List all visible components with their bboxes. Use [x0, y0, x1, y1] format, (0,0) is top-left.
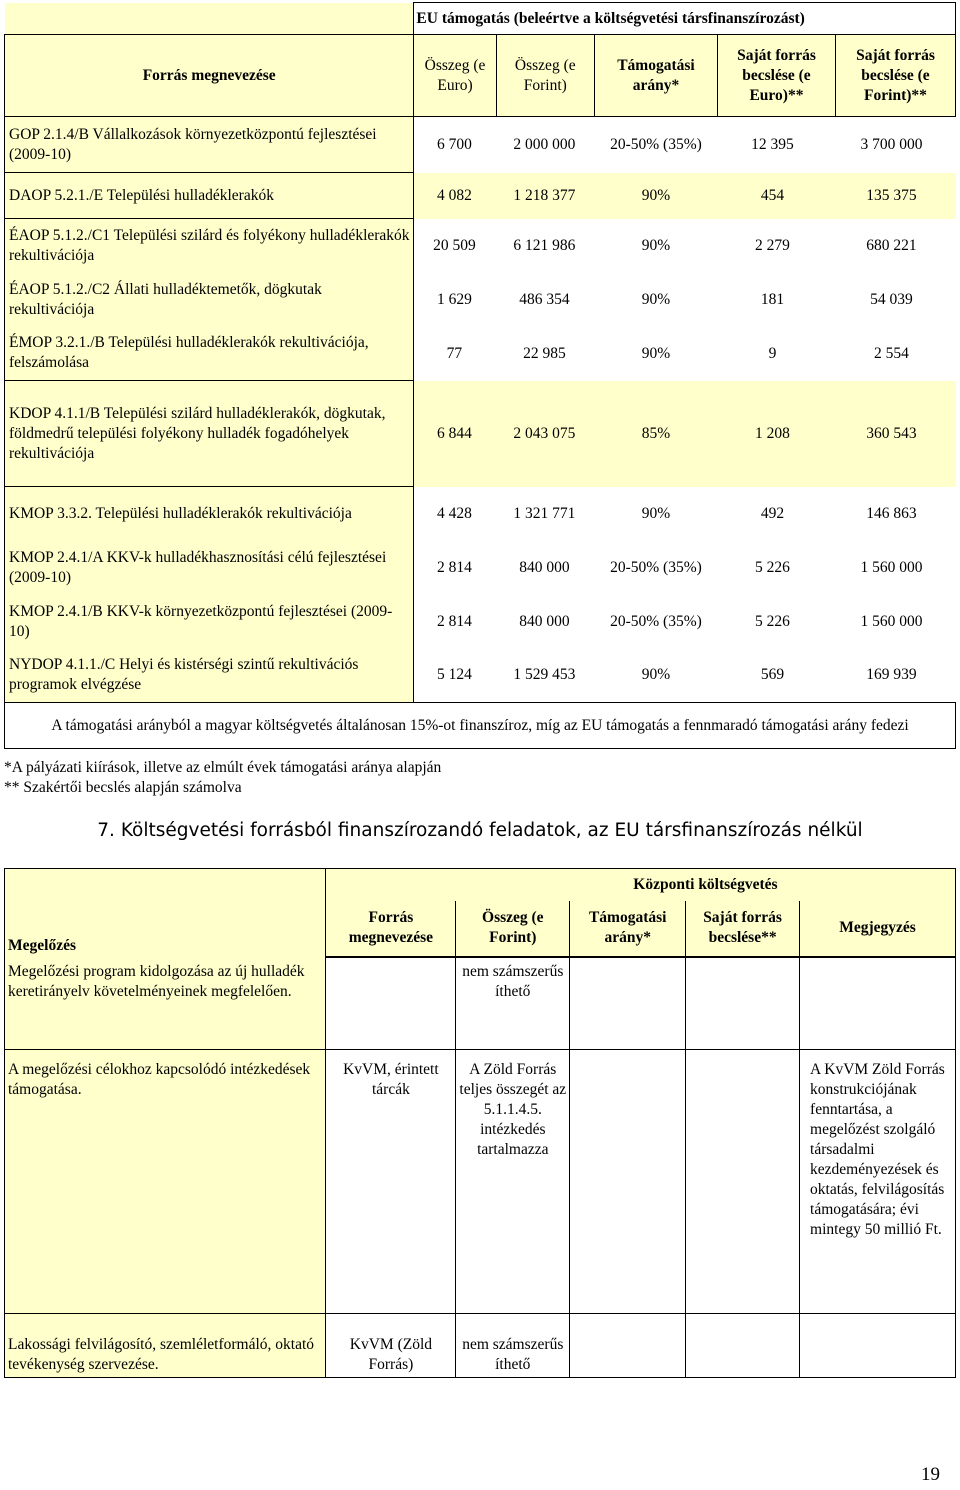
header-rate: Támogatási arány*: [570, 901, 686, 957]
header-own-huf: Saját forrás becslése (e Forint)**: [835, 35, 955, 117]
row-rate: 20-50% (35%): [610, 612, 702, 630]
row-own-huf: 3 700 000: [860, 135, 923, 153]
row-source: KvVM, érintett tárcák: [326, 1050, 456, 1314]
row-huf: 1 321 771: [513, 504, 576, 522]
group-title: Megelőzés: [8, 936, 76, 954]
row-huf: 2 000 000: [513, 135, 576, 153]
row-source: KvVM (Zöld Forrás): [326, 1314, 456, 1378]
table-footer-note: A támogatási arányból a magyar költségvetés általánosan 15%-ot finanszíroz, míg az EU támogatás a fennmaradó támogatási arány fedezi: [5, 703, 956, 749]
row-rate: 90%: [641, 504, 671, 522]
row-amount: nem számszerűs íthető: [456, 1314, 570, 1378]
row-amount: nem számszerűs íthető: [456, 958, 570, 1050]
table-row: [5, 117, 956, 173]
row-eur: 4 082: [436, 186, 472, 204]
header-amount: Összeg (e Forint): [456, 901, 570, 957]
row-rate: [570, 958, 686, 1050]
row-own-huf: 146 863: [866, 504, 917, 522]
row-eur: 2 814: [436, 558, 472, 576]
row-huf: 1 529 453: [513, 666, 576, 684]
row-huf: 840 000: [519, 558, 570, 576]
footnote: *A pályázati kiírások, illetve az elmúlt évek támogatási aránya alapján: [4, 759, 442, 776]
row-source: DAOP 5.2.1./E Települési hulladéklerakók: [5, 173, 414, 219]
header-own-eur: Saját forrás becslése (e Euro)**: [717, 35, 835, 117]
row-eur: 1 629: [436, 290, 472, 308]
row-rate: 20-50% (35%): [610, 558, 702, 576]
row-own-huf: 54 039: [870, 290, 913, 308]
row-source: NYDOP 4.1.1./C Helyi és kistérségi szintű rekultivációs programok elvégzése: [5, 649, 414, 703]
row-own-huf: 680 221: [866, 236, 917, 254]
row-note: [800, 958, 956, 1050]
row-eur: 6 844: [436, 424, 472, 442]
central-budget-table: [4, 868, 956, 1378]
central-budget-header: Központi költségvetés: [456, 869, 956, 901]
row-own-eur: 569: [760, 666, 785, 684]
row-huf: 6 121 986: [513, 236, 576, 254]
row-huf: 2 043 075: [513, 424, 576, 442]
table-row: [5, 173, 956, 219]
row-eur: 4 428: [436, 504, 472, 522]
table-row: [5, 1050, 956, 1314]
row-amount: A Zöld Forrás teljes összegét az 5.1.1.4.5. intézkedés tartalmazza: [456, 1050, 570, 1314]
row-own-eur: 2 279: [755, 236, 790, 254]
row-eur: 5 124: [436, 666, 472, 684]
row-task: Lakossági felvilágosító, szemléletformáló, oktató tevékenység szervezése.: [5, 1314, 326, 1378]
row-huf: 1 218 377: [513, 186, 576, 204]
row-source: KDOP 4.1.1/B Települési szilárd hulladéklerakók, dögkutak, földmedrű települési folyékony hulladék fogadóhelyek rekultivációja: [5, 381, 414, 487]
row-task: A megelőzési célokhoz kapcsolódó intézkedések támogatása.: [5, 1050, 326, 1314]
header-huf: Összeg (e Forint): [496, 35, 594, 117]
row-own-eur: 1 208: [755, 424, 790, 442]
row-source: KMOP 2.4.1/A KKV-k hulladékhasznosítási célú fejlesztései (2009-10): [5, 541, 414, 595]
row-own-eur: 12 395: [751, 135, 794, 153]
row-own-huf: 2 554: [874, 344, 909, 362]
row-rate: [570, 1050, 686, 1314]
header-eur: Összeg (e Euro): [414, 35, 496, 117]
row-own-eur: 5 226: [755, 558, 790, 576]
row-own: [686, 958, 800, 1050]
row-huf: 840 000: [519, 612, 570, 630]
table-row: [5, 958, 956, 1050]
row-source: KMOP 2.4.1/B KKV-k környezetközpontú fejlesztései (2009-10): [5, 595, 414, 649]
table-row: [5, 649, 956, 703]
row-own-huf: 360 543: [866, 424, 917, 442]
header-own: Saját forrás becslése**: [686, 901, 800, 957]
row-huf: 22 985: [523, 344, 566, 362]
row-eur: 6 700: [436, 135, 472, 153]
row-source: ÉAOP 5.1.2./C1 Települési szilárd és folyékony hulladéklerakók rekultivációja: [5, 219, 414, 273]
row-rate: 20-50% (35%): [610, 135, 702, 153]
row-note: [800, 1314, 956, 1378]
page-number: 19: [921, 1464, 940, 1485]
row-rate: 90%: [641, 666, 671, 684]
row-own-huf: 135 375: [866, 186, 917, 204]
footnotes: [4, 758, 441, 798]
row-source: ÉAOP 5.1.2./C2 Állati hulladéktemetők, dögkutak rekultivációja: [5, 273, 414, 327]
row-eur: 20 509: [433, 236, 476, 254]
header-rate: Támogatási arány*: [594, 35, 717, 117]
row-own-huf: 1 560 000: [860, 612, 923, 630]
row-own: [686, 1050, 800, 1314]
row-own-eur: 5 226: [755, 612, 790, 630]
table-row: [5, 595, 956, 649]
row-rate: 85%: [594, 381, 717, 487]
footnote: ** Szakértői becslés alapján számolva: [4, 779, 242, 796]
header-source: Forrás megnevezése: [5, 35, 414, 117]
row-own: [686, 1314, 800, 1378]
row-own-eur: 492: [760, 504, 785, 522]
row-own-eur: 9: [768, 344, 777, 362]
eu-support-super-header: EU támogatás (beleértve a költségvetési társfinanszírozást): [414, 3, 956, 35]
row-source: [326, 958, 456, 1050]
row-own-huf: 169 939: [866, 666, 917, 684]
row-own-eur: 181: [760, 290, 785, 308]
table-row: [5, 1314, 956, 1378]
row-rate: 90%: [594, 173, 717, 219]
row-eur: 2 814: [436, 612, 472, 630]
table-row: [5, 381, 956, 487]
row-rate: 90%: [641, 236, 671, 254]
row-huf: 486 354: [519, 290, 570, 308]
table-row: [5, 541, 956, 595]
table-row: [5, 273, 956, 327]
row-eur: 77: [446, 344, 463, 362]
table-row: [5, 327, 956, 381]
row-source: ÉMOP 3.2.1./B Települési hulladéklerakók rekultivációja, felszámolása: [5, 327, 414, 381]
eu-support-table: [4, 2, 956, 749]
table-row: [5, 487, 956, 541]
row-rate: 90%: [641, 344, 671, 362]
row-task: Megelőzési program kidolgozása az új hulladék keretirányelv követelményeinek megfelelően.: [5, 958, 326, 1050]
row-source: GOP 2.1.4/B Vállalkozások környezetközpontú fejlesztései (2009-10): [5, 117, 414, 173]
row-note: A KvVM Zöld Forrás konstrukciójának fenntartása, a megelőzést szolgáló társadalmi kezdeményezések és oktatás, felvilágosítás támogatására; évi mintegy 50 millió Ft.: [800, 1050, 956, 1314]
row-rate: 90%: [641, 290, 671, 308]
header-source: Forrás megnevezése: [326, 901, 456, 957]
section-heading: 7. Költségvetési forrásból finanszírozandó feladatok, az EU társfinanszírozás nélkül: [97, 820, 863, 841]
row-rate: [570, 1314, 686, 1378]
header-note: Megjegyzés: [800, 901, 956, 957]
row-own-huf: 1 560 000: [860, 558, 923, 576]
row-own-eur: 454: [760, 186, 785, 204]
row-source: KMOP 3.3.2. Települési hulladéklerakók rekultivációja: [5, 487, 414, 541]
table-row: [5, 219, 956, 273]
